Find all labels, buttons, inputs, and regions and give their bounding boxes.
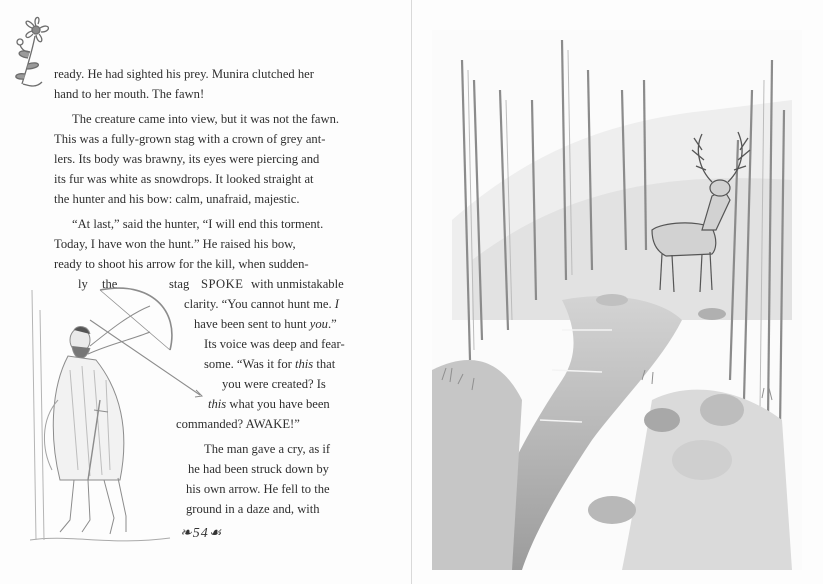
text-line: commanded? AWAKE!” bbox=[176, 417, 300, 431]
text-line: some. “Was it for this that bbox=[204, 357, 336, 371]
text-word-spoke: SPOKE bbox=[201, 277, 244, 291]
text-line: “At last,” said the hunter, “I will end this torment. bbox=[72, 217, 324, 231]
text-line: Today, I have won the hunt.” He raised his bow, bbox=[54, 237, 296, 251]
text-line: This was a fully-grown stag with a crown of grey ant- bbox=[54, 132, 326, 146]
flower-ornament-icon bbox=[8, 12, 54, 94]
text-line: this what you have been bbox=[208, 397, 330, 411]
text-word: with unmistakable bbox=[251, 277, 344, 291]
text-word: ly bbox=[78, 277, 88, 291]
text-line: he had been struck down by bbox=[188, 462, 329, 476]
text-line: Its voice was deep and fear- bbox=[204, 337, 345, 351]
text-line: The man gave a cry, as if bbox=[204, 442, 331, 456]
text-line: The creature came into view, but it was not the fawn. bbox=[72, 112, 340, 126]
text-word: stag bbox=[169, 277, 190, 291]
text-line: you were created? Is bbox=[222, 377, 326, 391]
text-line: its fur was white as snowdrops. It looked straight at bbox=[54, 172, 314, 186]
text-line: hand to her mouth. The fawn! bbox=[54, 87, 205, 101]
text-line: the hunter and his bow: calm, unafraid, majestic. bbox=[54, 192, 300, 206]
hunter-with-bow-illustration bbox=[30, 270, 210, 550]
text-line: his own arrow. He fell to the bbox=[186, 482, 330, 496]
text-line: clarity. “You cannot hunt me. I bbox=[184, 297, 339, 311]
page-number: ❧54☙ bbox=[180, 526, 223, 541]
text-line: ground in a daze and, with bbox=[186, 502, 320, 516]
text-line: lers. Its body was brawny, its eyes were piercing and bbox=[54, 152, 320, 166]
text-line: ready to shoot his arrow for the kill, when sudden- bbox=[54, 257, 309, 271]
text-line: have been sent to hunt you.” bbox=[194, 317, 337, 331]
right-page bbox=[412, 0, 823, 584]
stag-in-forest-illustration bbox=[412, 0, 823, 584]
text-word: the bbox=[102, 277, 118, 291]
text-line: ready. He had sighted his prey. Munira clutched her bbox=[54, 67, 314, 81]
